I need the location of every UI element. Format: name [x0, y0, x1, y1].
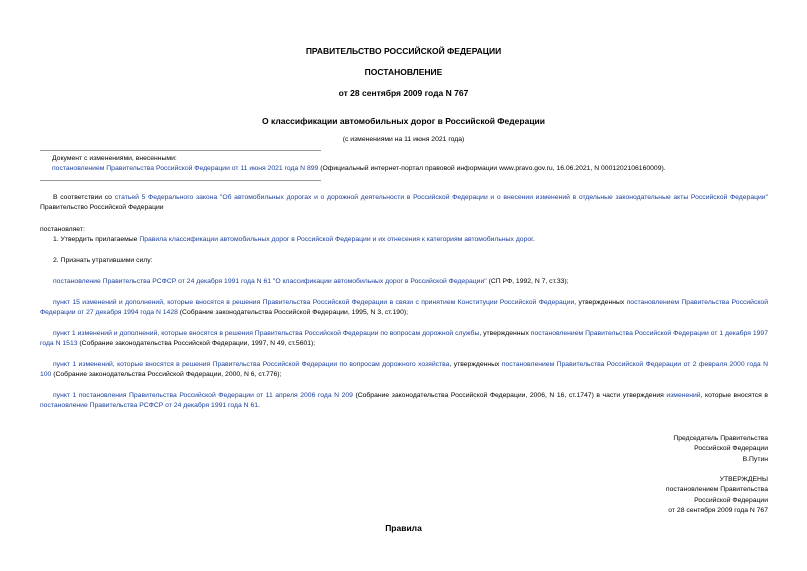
- preamble-law-link[interactable]: статьей 5 Федерального закона "Об автомобильных дорогах и о дорожной деятельности в Российской Федерации и о внесении изменений в отдельные законодательные акты Российской Федерации": [114, 194, 768, 201]
- rules-link[interactable]: Правила классификации автомобильных дорог в Российской Федерации и их отнесения к категориям автомобильных дорог: [139, 236, 533, 243]
- repealed-link[interactable]: постановлением Правительства Российской Федерации от 1 декабря 1997 года N 1513: [40, 330, 768, 348]
- preamble-pre: В соответствии со: [53, 194, 115, 201]
- changes-top-rule: [40, 150, 321, 151]
- approval-line: постановлением Правительства: [665, 486, 768, 494]
- repealed-tail: (Собрание законодательства Российской Федерации, 1997, N 49, ст.5601);: [77, 340, 316, 348]
- repealed-link[interactable]: постановлением Правительства Российской Федерации от 2 февраля 2000 года N 100: [40, 361, 769, 379]
- repealed-item-5: [40, 391, 768, 412]
- changes-tail: (Официальный интернет-портал правовой информации www.pravo.gov.ru, 16.06.2021, N 0001202106160009).: [318, 165, 666, 173]
- repealed-link[interactable]: постановление Правительства РСФСР от 24 декабря 1991 года N 61: [40, 402, 259, 410]
- repealed-link[interactable]: пункт 1 изменений и дополнений, которые вносятся в решения Правительства Российской Федерации по вопросам дорожной службы: [53, 330, 480, 337]
- item-1-pre: 1. Утвердить прилагаемые: [53, 236, 140, 243]
- preamble-post: Правительство Российской Федерации: [40, 204, 164, 212]
- document-title: О классификации автомобильных дорог в Российской Федерации: [262, 116, 545, 126]
- repealed-link[interactable]: постановление Правительства РСФСР от 24 декабря 1991 года N 61 "О классификации автомобильных дорог в Российской Федерации": [53, 278, 487, 285]
- repealed-link[interactable]: пункт 1 изменений, которые вносятся в решения Правительства Российской Федерации по вопросам дорожного хозяйства: [53, 361, 450, 368]
- repealed-tail: (Собрание законодательства Российской Федерации, 2000, N 6, ст.776);: [51, 371, 282, 379]
- repealed-tail: (Собрание законодательства Российской Федерации, 1995, N 3, ст.190);: [177, 309, 409, 317]
- changes-box: [52, 154, 768, 175]
- repealed-item-4: [40, 360, 768, 381]
- approval-line: УТВЕРЖДЕНЫ: [719, 476, 768, 483]
- approval-line: от 28 сентября 2009 года N 767: [668, 507, 768, 515]
- repealed-tail: (СП РФ, 1992, N 7, ст.33);: [486, 278, 569, 285]
- signature-line: Российской Федерации: [694, 445, 768, 453]
- preamble: [40, 193, 768, 214]
- item-1: [40, 235, 768, 245]
- signature-name: В.Путин: [742, 455, 768, 463]
- repealed-link[interactable]: изменений: [666, 392, 701, 399]
- changes-label: Документ с изменениями, внесенными:: [52, 155, 177, 162]
- repealed-item-1: [40, 277, 768, 287]
- repealed-link[interactable]: постановлением Правительства Российской Федерации от 27 декабря 1994 года N 1428: [40, 299, 768, 317]
- approval-block: [450, 475, 768, 517]
- document-date-number: от 28 сентября 2009 года N 767: [338, 88, 469, 98]
- repealed-link[interactable]: пункт 1 постановления Правительства Российской Федерации от 11 апреля 2006 года N 209: [53, 392, 353, 399]
- signature-line: Председатель Правительства: [673, 435, 768, 442]
- repealed-link[interactable]: пункт 15 изменений и дополнений, которые вносятся в решения Правительства Российской Федерации в связи с принятием Конституции Российской Федерации: [53, 299, 575, 306]
- changes-bottom-rule: [40, 180, 321, 181]
- rules-heading: Правила: [385, 523, 422, 533]
- repealed-mid: , утвержденных: [449, 361, 502, 368]
- repealed-tail: .: [258, 402, 260, 410]
- repealed-item-2: [40, 298, 768, 319]
- signature-block: [450, 434, 768, 465]
- government-heading: ПРАВИТЕЛЬСТВО РОССИЙСКОЙ ФЕДЕРАЦИИ: [305, 46, 502, 56]
- item-2: 2. Признать утратившими силу:: [53, 257, 153, 264]
- amendment-note: (с изменениями на 11 июня 2021 года): [342, 136, 465, 143]
- decrees-label: постановляет:: [40, 226, 85, 233]
- approval-line: Российской Федерации: [694, 496, 768, 504]
- repealed-mid: , утвержденных: [479, 330, 531, 337]
- document-type: ПОСТАНОВЛЕНИЕ: [364, 67, 443, 77]
- repealed-mid: , утвержденных: [574, 299, 627, 306]
- repealed-mid: (Собрание законодательства Российской Федерации, 2006, N 16, ст.1747) в части утверждения: [352, 392, 667, 399]
- repealed-mid: , которые вносятся в: [700, 392, 768, 399]
- changes-entry: [52, 164, 768, 174]
- changes-link[interactable]: постановлением Правительства Российской Федерации от 11 июня 2021 года N 899: [52, 165, 319, 173]
- repealed-item-3: [40, 329, 768, 350]
- item-1-post: .: [532, 236, 535, 243]
